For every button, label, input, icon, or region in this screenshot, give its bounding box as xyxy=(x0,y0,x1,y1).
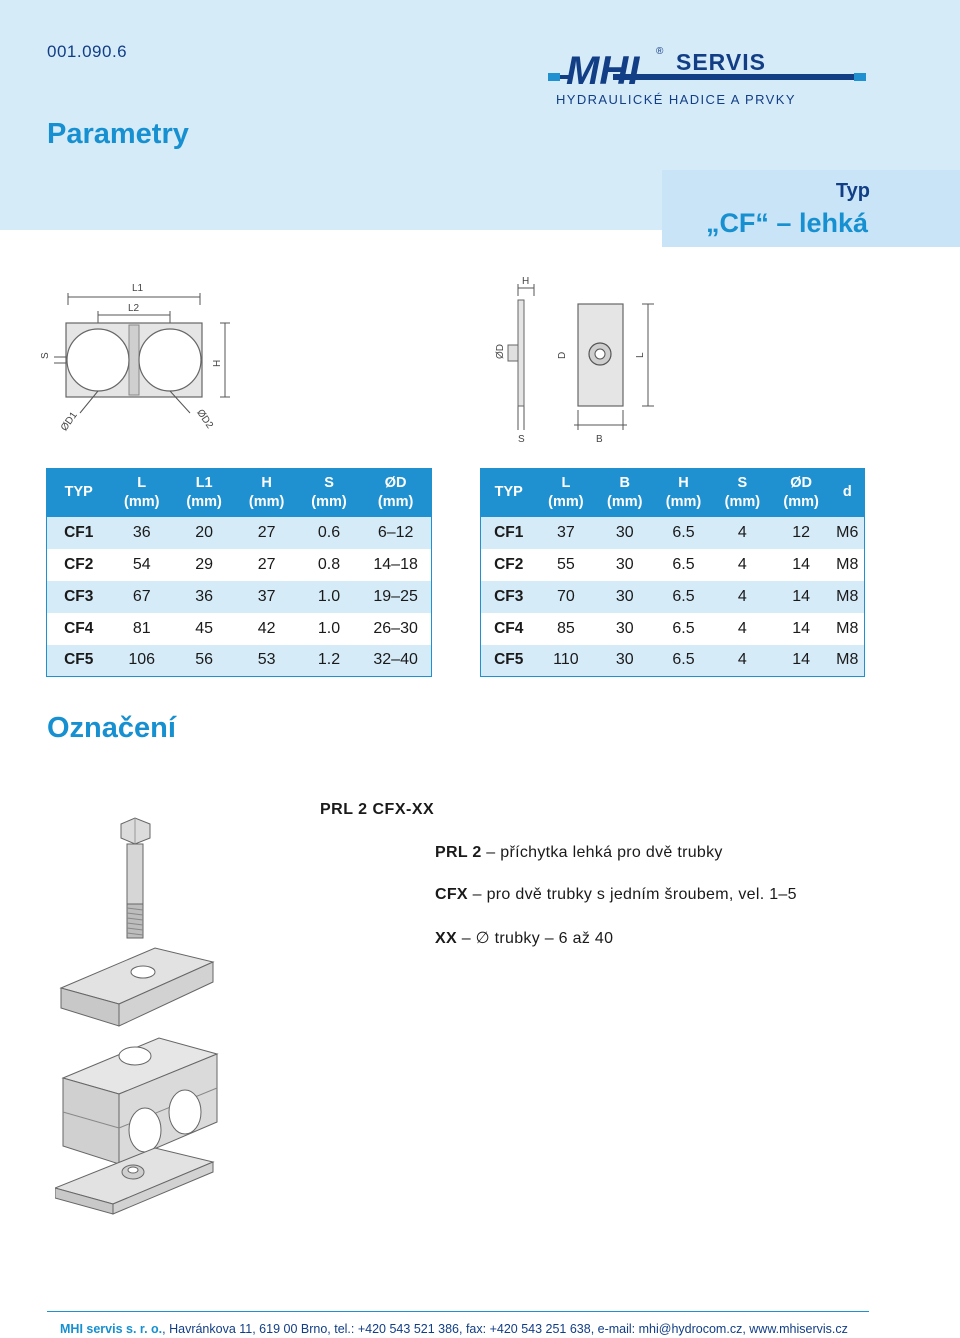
cell-typ: CF1 xyxy=(481,517,537,549)
cell: 54 xyxy=(111,549,173,581)
label-l2: L2 xyxy=(128,303,140,314)
label-b: B xyxy=(596,434,603,445)
cell: 12 xyxy=(772,517,831,549)
cell: 30 xyxy=(595,517,654,549)
cell: M8 xyxy=(831,581,865,613)
header-s: S (mm) xyxy=(713,469,772,517)
cell: 45 xyxy=(173,613,235,645)
cell: 110 xyxy=(537,645,596,677)
cell: 4 xyxy=(713,581,772,613)
cell: 30 xyxy=(595,613,654,645)
plate-nut-inner xyxy=(595,349,605,359)
header-s: S (mm) xyxy=(298,469,360,517)
header-h: H (mm) xyxy=(235,469,297,517)
clamp-body-block xyxy=(63,1038,217,1164)
logo-registered-mark: ® xyxy=(656,46,664,57)
cell: 19–25 xyxy=(360,581,431,613)
designation-key: PRL 2 xyxy=(435,844,482,861)
table-row xyxy=(47,581,432,613)
label-h: H xyxy=(212,359,223,367)
footer-divider xyxy=(47,1311,869,1312)
logo-brand-left: MHI xyxy=(566,49,640,93)
bore-d1 xyxy=(67,329,129,391)
table-row xyxy=(47,645,432,677)
designation-text: – ∅ trubky – 6 až 40 xyxy=(456,930,614,947)
table-row xyxy=(47,549,432,581)
cell: 70 xyxy=(537,581,596,613)
cell-typ: CF3 xyxy=(481,581,537,613)
logo-hose-end-left xyxy=(548,73,560,81)
logo-brand-right: SERVIS xyxy=(676,49,766,75)
table-row xyxy=(481,613,865,645)
cell-typ: CF5 xyxy=(481,645,537,677)
cell: 30 xyxy=(595,581,654,613)
cell-typ: CF1 xyxy=(47,517,111,549)
table-row xyxy=(481,645,865,677)
type-box xyxy=(662,170,960,247)
cell: 27 xyxy=(235,517,297,549)
weld-plate-dimensions-table xyxy=(480,468,865,677)
designation-text: – pro dvě trubky s jedním šroubem, vel. 1–5 xyxy=(467,886,797,903)
header-d: ØD (mm) xyxy=(772,469,831,517)
plate-side-view xyxy=(518,300,524,406)
header-typ: TYP xyxy=(481,469,537,517)
designation-line-xx xyxy=(435,928,613,948)
designation-title: Označení xyxy=(47,712,176,744)
cell: 14 xyxy=(772,549,831,581)
label-d: D xyxy=(557,351,568,359)
cell: 4 xyxy=(713,613,772,645)
cell: 106 xyxy=(111,645,173,677)
label-l1: L1 xyxy=(132,283,144,294)
type-name: „CF“ – lehká xyxy=(705,208,868,238)
cell: 14 xyxy=(772,581,831,613)
cell: 37 xyxy=(537,517,596,549)
parameters-title: Parametry xyxy=(47,118,189,150)
header-l: L (mm) xyxy=(111,469,173,517)
cell: 67 xyxy=(111,581,173,613)
header-typ: TYP xyxy=(47,469,111,517)
cell: 26–30 xyxy=(360,613,431,645)
clamp-assembly-illustration xyxy=(55,812,225,1232)
cell: 30 xyxy=(595,549,654,581)
cell: 1.0 xyxy=(298,581,360,613)
cell: 1.2 xyxy=(298,645,360,677)
clamp-body-drawing xyxy=(40,275,240,440)
cell: M6 xyxy=(831,517,865,549)
hex-bolt xyxy=(121,818,150,938)
table-header-row xyxy=(47,469,432,517)
cell: M8 xyxy=(831,549,865,581)
cell: 30 xyxy=(595,645,654,677)
label-d-dia: ØD xyxy=(495,344,506,359)
cell: 81 xyxy=(111,613,173,645)
weld-plate xyxy=(55,1148,213,1214)
cell-typ: CF2 xyxy=(47,549,111,581)
header-thread: d xyxy=(831,469,865,517)
label-d1: ØD1 xyxy=(58,410,80,434)
cell: 6.5 xyxy=(654,645,713,677)
cell: 27 xyxy=(235,549,297,581)
cell-typ: CF2 xyxy=(481,549,537,581)
cell: 0.6 xyxy=(298,517,360,549)
body-bore-2 xyxy=(169,1090,201,1134)
cell: 37 xyxy=(235,581,297,613)
label-d2: ØD2 xyxy=(194,407,216,431)
cell: 29 xyxy=(173,549,235,581)
clamp-dimensions-table xyxy=(46,468,432,677)
cell: 4 xyxy=(713,517,772,549)
designation-key: CFX xyxy=(435,886,468,903)
bolt-shank xyxy=(127,844,143,904)
footer-company: MHI servis s. r. o. xyxy=(60,1322,163,1336)
cell: 32–40 xyxy=(360,645,431,677)
cell: 6.5 xyxy=(654,581,713,613)
logo-hose-end-right xyxy=(854,73,866,81)
document-code: 001.090.6 xyxy=(47,42,128,61)
table-row xyxy=(47,613,432,645)
weld-plate-drawing xyxy=(478,270,678,450)
cell: 4 xyxy=(713,549,772,581)
cell-typ: CF4 xyxy=(47,613,111,645)
cover-plate xyxy=(61,948,213,1026)
cell: 56 xyxy=(173,645,235,677)
cell: M8 xyxy=(831,645,865,677)
clamp-center-slot xyxy=(129,325,139,395)
label-l: L xyxy=(635,352,646,358)
footer-contact: , Havránkova 11, 619 00 Brno, tel.: +420 543 521 386, fax: +420 543 251 638, e-mail: mhi@hydrocom.cz, www.mhiservis.cz xyxy=(162,1322,848,1336)
cell: 20 xyxy=(173,517,235,549)
table-row xyxy=(481,549,865,581)
cell: 14 xyxy=(772,613,831,645)
bore-d2 xyxy=(139,329,201,391)
cell: 6.5 xyxy=(654,549,713,581)
cover-plate-hole xyxy=(131,966,155,978)
header-d: ØD (mm) xyxy=(360,469,431,517)
cell: 55 xyxy=(537,549,596,581)
cell: 6–12 xyxy=(360,517,431,549)
header-b: B (mm) xyxy=(595,469,654,517)
logo-tagline: HYDRAULICKÉ HADICE A PRVKY xyxy=(556,92,796,107)
type-label: Typ xyxy=(835,180,870,202)
order-code: PRL 2 CFX-XX xyxy=(320,801,435,818)
label-h-right: H xyxy=(522,276,530,287)
designation-line-prl xyxy=(435,844,723,862)
table-row xyxy=(481,517,865,549)
cell: 6.5 xyxy=(654,517,713,549)
cell: 36 xyxy=(111,517,173,549)
cell: 14 xyxy=(772,645,831,677)
cell: 42 xyxy=(235,613,297,645)
label-s: S xyxy=(40,352,51,359)
designation-line-cfx xyxy=(435,886,797,904)
body-bolt-hole xyxy=(119,1047,151,1065)
cell: M8 xyxy=(831,613,865,645)
header-h: H (mm) xyxy=(654,469,713,517)
cell: 85 xyxy=(537,613,596,645)
cell: 36 xyxy=(173,581,235,613)
body-bore-1 xyxy=(129,1108,161,1152)
table-row xyxy=(481,581,865,613)
table-header-row xyxy=(481,469,865,517)
cell: 4 xyxy=(713,645,772,677)
cell: 14–18 xyxy=(360,549,431,581)
cell: 6.5 xyxy=(654,613,713,645)
designation-text: – příchytka lehká pro dvě trubky xyxy=(481,844,723,861)
designation-key: XX xyxy=(435,930,457,947)
header-l1: L1 (mm) xyxy=(173,469,235,517)
cell-typ: CF3 xyxy=(47,581,111,613)
cell-typ: CF5 xyxy=(47,645,111,677)
table-row xyxy=(47,517,432,549)
cell-typ: CF4 xyxy=(481,613,537,645)
cell: 1.0 xyxy=(298,613,360,645)
cell: 53 xyxy=(235,645,297,677)
header-l: L (mm) xyxy=(537,469,596,517)
cell: 0.8 xyxy=(298,549,360,581)
label-s-right: S xyxy=(518,434,525,445)
footer xyxy=(60,1322,848,1336)
